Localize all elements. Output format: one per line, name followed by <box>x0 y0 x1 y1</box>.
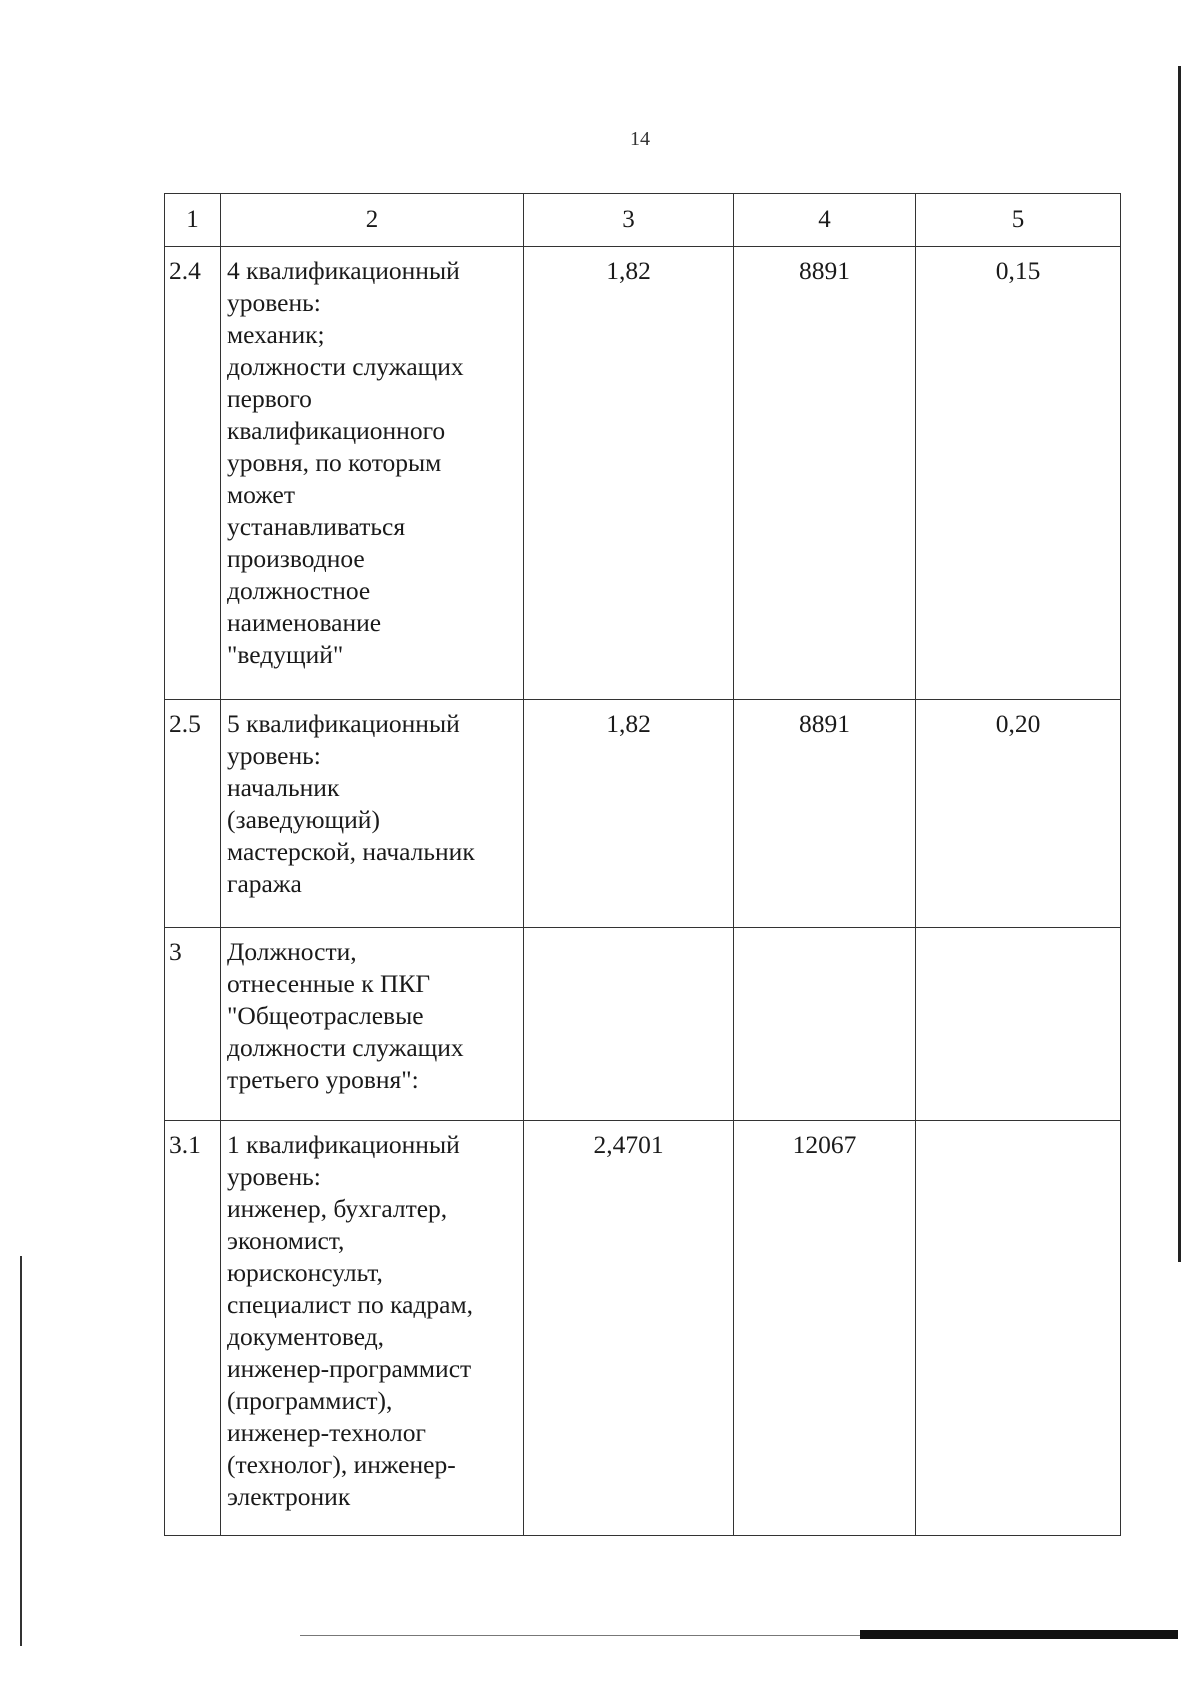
description-line: инженер, бухгалтер, <box>227 1194 448 1223</box>
table-row <box>165 247 1121 700</box>
salary-value: 8891 <box>734 700 916 928</box>
header-cell-3: 3 <box>524 194 734 247</box>
position-description <box>221 700 524 928</box>
description-line: экономист, <box>227 1226 345 1255</box>
description-line: документовед, <box>227 1322 385 1351</box>
increment-value: 0,20 <box>916 700 1121 928</box>
description-line: должностное <box>227 576 371 605</box>
scan-edge-left <box>20 1256 22 1646</box>
position-description <box>221 928 524 1121</box>
description-line: должности служащих <box>227 352 464 381</box>
scan-edge-bottom-thick <box>860 1630 1178 1639</box>
row-number: 2.4 <box>165 247 221 700</box>
description-line: (программист), <box>227 1386 393 1415</box>
table-row <box>165 700 1121 928</box>
description-line: уровня, по которым <box>227 448 442 477</box>
description-line: производное <box>227 544 365 573</box>
description-line: может <box>227 480 295 509</box>
description-line: инженер-программист <box>227 1354 472 1383</box>
description-line: отнесенные к ПКГ <box>227 969 431 998</box>
increment-value: 0,15 <box>916 247 1121 700</box>
coefficient-value: 2,4701 <box>524 1121 734 1536</box>
description-line: должности служащих <box>227 1033 464 1062</box>
description-line: уровень: <box>227 288 321 317</box>
description-line: 5 квалификационный <box>227 709 460 738</box>
description-line: электроник <box>227 1482 351 1511</box>
header-cell-1: 1 <box>165 194 221 247</box>
description-line: 4 квалификационный <box>227 256 460 285</box>
table-header-row <box>165 194 1121 247</box>
description-line: специалист по кадрам, <box>227 1290 473 1319</box>
description-line: устанавливаться <box>227 512 406 541</box>
description-line: квалификационного <box>227 416 446 445</box>
salary-table <box>164 193 1121 1536</box>
description-line: (технолог), инженер- <box>227 1450 456 1479</box>
description-line: 1 квалификационный <box>227 1130 460 1159</box>
table-row <box>165 1121 1121 1536</box>
description-line: Должности, <box>227 937 357 966</box>
position-description <box>221 1121 524 1536</box>
header-cell-5: 5 <box>916 194 1121 247</box>
description-line: механик; <box>227 320 325 349</box>
salary-value: 8891 <box>734 247 916 700</box>
position-description <box>221 247 524 700</box>
description-line: (заведующий) <box>227 805 380 834</box>
description-line: "Общеотраслевые <box>227 1001 424 1030</box>
header-cell-2: 2 <box>221 194 524 247</box>
scan-edge-bottom-thin <box>300 1635 860 1636</box>
description-line: начальник <box>227 773 340 802</box>
increment-value <box>916 1121 1121 1536</box>
salary-value: 12067 <box>734 1121 916 1536</box>
description-line: гаража <box>227 869 302 898</box>
description-line: уровень: <box>227 1162 321 1191</box>
coefficient-value <box>524 928 734 1121</box>
row-number: 3 <box>165 928 221 1121</box>
description-line: уровень: <box>227 741 321 770</box>
header-cell-4: 4 <box>734 194 916 247</box>
description-line: "ведущий" <box>227 640 344 669</box>
salary-value <box>734 928 916 1121</box>
description-line: инженер-технолог <box>227 1418 426 1447</box>
description-line: юрисконсульт, <box>227 1258 383 1287</box>
description-line: третьего уровня": <box>227 1065 419 1094</box>
row-number: 3.1 <box>165 1121 221 1536</box>
page-number: 14 <box>630 128 650 150</box>
description-line: наименование <box>227 608 382 637</box>
coefficient-value: 1,82 <box>524 247 734 700</box>
table-row <box>165 928 1121 1121</box>
scan-edge-right <box>1178 66 1181 1262</box>
row-number: 2.5 <box>165 700 221 928</box>
coefficient-value: 1,82 <box>524 700 734 928</box>
description-line: первого <box>227 384 312 413</box>
increment-value <box>916 928 1121 1121</box>
description-line: мастерской, начальник <box>227 837 475 866</box>
